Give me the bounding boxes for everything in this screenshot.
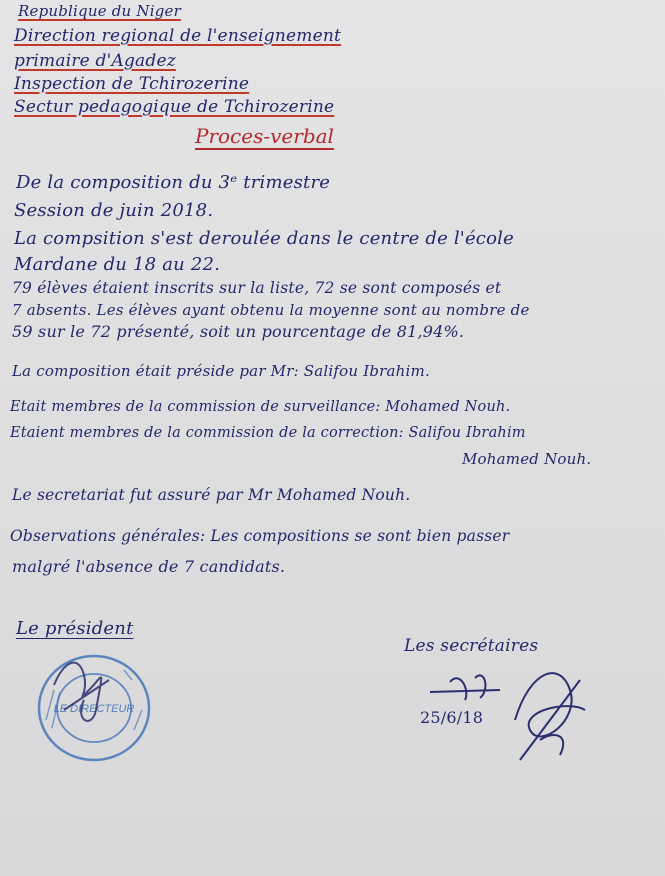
body-line-12: Le secretariat fut assuré par Mr Mohamed Nouh. [12,486,411,504]
body-line-6: 7 absents. Les élèves ayant obtenu la moyenne sont au nombre de [12,301,530,319]
header-line-3: primaire d'Agadez [14,51,176,71]
header-line-2: Direction regional de l'enseignement [14,26,342,46]
secretary-signature [420,660,600,770]
stamp-center-text: LE DIRECTEUR [53,703,135,715]
body-line-9: Etait membres de la commission de surveillance: Mohamed Nouh. [10,399,511,415]
secretaries-label: Les secrétaires [404,636,539,656]
body-line-3: La compsition s'est deroulée dans le centre de l'école [14,228,514,249]
body-line-8: La composition était préside par Mr: Salifou Ibrahim. [12,362,430,380]
school-stamp [34,650,154,765]
header-line-4: Inspection de Tchirozerine [14,74,250,94]
body-line-5: 79 élèves étaient inscrits sur la liste, 72 se sont composés et [12,279,502,297]
header-line-1: Republique du Niger [18,2,181,20]
header-line-5: Sectur pedagogique de Tchirozerine [14,97,335,117]
body-line-1: De la composition du 3ᵉ trimestre [16,172,331,193]
body-line-13: Observations générales: Les compositions se sont bien passer [10,527,510,545]
body-line-10: Etaient membres de la commission de la correction: Salifou Ibrahim [10,425,526,441]
document-title: Proces-verbal [195,124,334,148]
body-line-11: Mohamed Nouh. [462,450,592,468]
body-line-7: 59 sur le 72 présenté, soit un pourcentage de 81,94%. [12,322,465,341]
body-line-2: Session de juin 2018. [14,200,214,221]
secretary-date: 25/6/18 [420,708,484,727]
president-label: Le président [16,618,134,639]
body-line-14: malgré l'absence de 7 candidats. [12,557,286,576]
body-line-4: Mardane du 18 au 22. [14,254,221,275]
